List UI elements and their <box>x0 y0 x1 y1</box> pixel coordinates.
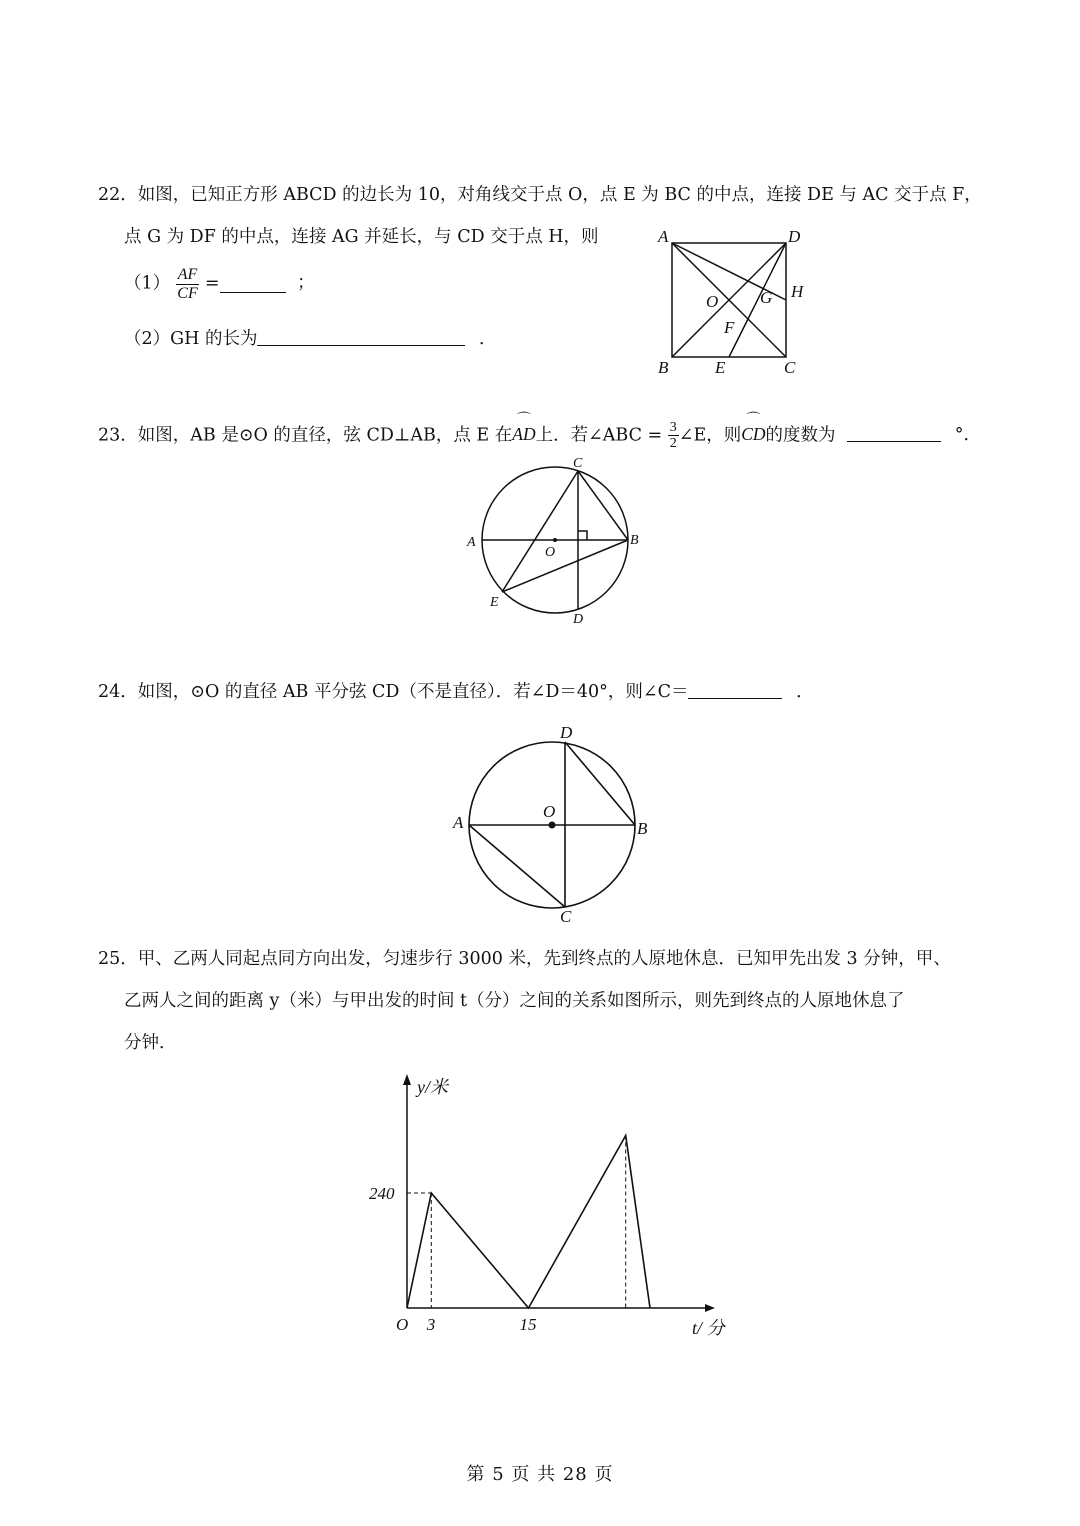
label-A: A <box>467 535 476 550</box>
label-G: G <box>760 288 773 307</box>
q23-line <box>98 420 981 452</box>
segment-ce <box>502 471 578 592</box>
x-tick-label: 3 <box>426 1315 436 1334</box>
q23-fraction-den: 2 <box>669 436 677 452</box>
q23-text-a: 如图，AB 是⊙O 的直径，弦 CD⊥AB，点 E 在 <box>137 425 513 446</box>
q22-part1-eq: = <box>204 273 220 294</box>
q25-chart <box>360 1065 760 1355</box>
q22-number: 22． <box>98 185 138 205</box>
q23-answer-blank[interactable] <box>847 425 941 442</box>
x-axis-arrow <box>705 1304 715 1312</box>
q22-part1-end: ； <box>297 273 315 294</box>
label-B: B <box>630 533 639 548</box>
label-C: C <box>573 456 583 471</box>
label-A: A <box>658 227 669 246</box>
label-O: O <box>543 802 556 821</box>
segment-ac <box>469 825 565 907</box>
q23-text-b: 上．若∠ABC = <box>535 425 663 446</box>
q23-arc-ad: ⌒ AD <box>512 426 535 444</box>
q24-line <box>98 682 814 702</box>
label-F: F <box>724 318 735 337</box>
label-D: D <box>560 723 573 742</box>
q22-line1 <box>98 187 982 205</box>
y-tick-label: 240 <box>369 1184 395 1203</box>
x-axis-label: t/ 分 <box>692 1318 725 1338</box>
label-H: H <box>791 282 804 301</box>
label-A: A <box>453 813 464 832</box>
q25-line3: 分钟． <box>124 1033 177 1053</box>
label-E: E <box>715 358 726 377</box>
q22-square-figure <box>650 225 820 385</box>
q22-fraction-num: AF <box>177 266 198 283</box>
label-C: C <box>560 907 572 926</box>
label-B: B <box>637 819 648 838</box>
q25-number: 25． <box>98 949 138 969</box>
q24-text-end: ． <box>796 682 814 702</box>
center-dot-o <box>549 822 556 829</box>
q22-fraction-den: CF <box>177 284 198 302</box>
q24-answer-blank[interactable] <box>688 682 782 699</box>
q23-fraction <box>668 420 679 452</box>
segment-eb <box>502 540 628 592</box>
label-O: O <box>706 292 719 311</box>
q22-part2-label: （2） <box>124 329 171 349</box>
y-axis-arrow <box>403 1074 411 1085</box>
label-D: D <box>573 612 584 627</box>
label-E: E <box>490 595 499 610</box>
segment-de <box>729 243 786 357</box>
q23-text-c: ∠E，则 <box>678 425 742 446</box>
x-tick-label: 15 <box>519 1315 537 1334</box>
q23-arc-cd: ⌒ CD <box>741 426 765 444</box>
q22-part2 <box>124 329 497 349</box>
series-line <box>407 1136 650 1309</box>
q24-number: 24． <box>98 682 138 702</box>
q22-part1-label: （1） <box>124 273 171 294</box>
page-footer: 第 5 页 共 28 页 <box>466 1464 614 1485</box>
label-O: O <box>545 545 556 560</box>
label-B: B <box>658 358 669 377</box>
q22-answer1-blank[interactable] <box>220 276 286 293</box>
q25-line1 <box>98 951 951 969</box>
q22-part2-text: GH 的长为 <box>170 329 258 349</box>
label-C: C <box>784 358 796 377</box>
center-dot-o <box>553 538 557 542</box>
q22-fraction <box>176 266 200 302</box>
q25-text-line1: 甲、乙两人同起点同方向出发，匀速步行 3000 米，先到终点的人原地休息．已知甲先出发 3 分钟，甲、 <box>137 949 951 969</box>
q22-part2-end: ． <box>479 329 497 349</box>
label-D: D <box>788 227 801 246</box>
q23-text-end: °． <box>954 425 981 446</box>
origin-label: O <box>396 1315 409 1334</box>
q22-line2: 点 G 为 DF 的中点，连接 AG 并延长，与 CD 交于点 H，则 <box>124 227 599 247</box>
q22-answer2-blank[interactable] <box>257 329 465 346</box>
q24-text-a: 如图，⊙O 的直径 AB 平分弦 CD（不是直径）．若∠D＝40°，则∠C＝ <box>137 682 689 702</box>
q22-text-line1: 如图，已知正方形 ABCD 的边长为 10，对角线交于点 O，点 E 为 BC 的中点，连接 DE 与 AC 交于点 F， <box>137 185 982 205</box>
q25-line2: 乙两人之间的距离 y（米）与甲出发的时间 t（分）之间的关系如图所示，则先到终点的人原地休息了 <box>124 991 905 1011</box>
right-angle-mark <box>578 531 587 540</box>
y-axis-label: y/米 <box>417 1077 448 1097</box>
q23-text-d: 的度数为 <box>765 425 836 446</box>
q23-circle-figure <box>460 455 650 630</box>
q23-number: 23． <box>98 425 138 446</box>
segment-cb <box>578 471 628 540</box>
q23-fraction-num: 3 <box>669 420 677 435</box>
q22-part1 <box>124 266 315 302</box>
q24-circle-figure <box>445 720 665 930</box>
